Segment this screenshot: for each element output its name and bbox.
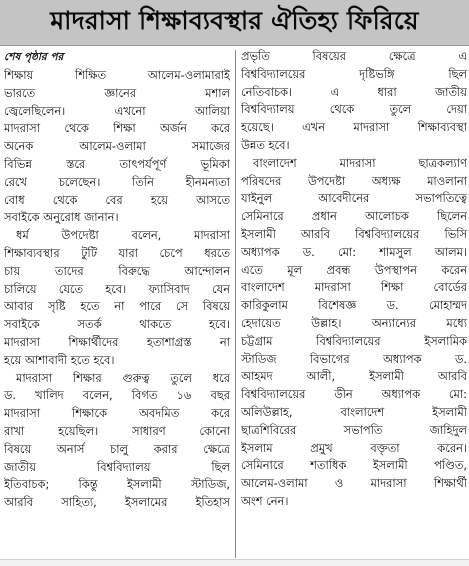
continuation-label: শেষ পৃষ্ঠার পর bbox=[4, 51, 64, 63]
text-line: বাংলাদেশ মাদরাসা ছাত্রকল্যাণ bbox=[253, 155, 467, 170]
text-line: ইতিবাচক; কিন্তু ইসলামী স্টাডিজ, bbox=[4, 477, 230, 492]
article-column-left bbox=[4, 50, 230, 560]
text-line: সেমিনারে শতাধিক ইসলামী পণ্ডিত, bbox=[241, 458, 467, 473]
text-line: আহমদ আলী, ইসলামী আরবি bbox=[241, 369, 467, 384]
text-line: আলেম-ওলামা ও মাদরাসা শিক্ষার্থী bbox=[241, 476, 467, 491]
right-column-text bbox=[241, 48, 467, 511]
text-line: মাদরাসা থেকে শিক্ষা অর্জন করে bbox=[4, 121, 230, 136]
text-line: শিক্ষাব্যবস্থার টুটি যারা চেপে ধরতে bbox=[4, 245, 230, 260]
text-line: বাংলাদেশ মাদরাসা শিক্ষা বোর্ডের bbox=[241, 280, 467, 295]
headline-title: মাদরাসা শিক্ষাব্যবস্থার ঐতিহ্য ফিরিয়ে bbox=[50, 6, 419, 35]
text-line: সবাইকে সতর্ক থাকতে হবে। bbox=[4, 317, 230, 332]
text-line: বিষয়ে অনার্স চালু করার ক্ষেত্রে bbox=[4, 441, 230, 456]
text-line: সেমিনারে প্রধান আলোচক ছিলেন bbox=[241, 209, 467, 224]
text-line: জাতীয় বিশ্ববিদ্যালয় ছিল bbox=[4, 459, 230, 474]
text-line: আবার সৃষ্টি হতে না পারে সে বিষয়ে bbox=[4, 299, 230, 314]
article-column-right bbox=[241, 48, 467, 560]
text-line: মাদরাসা শিক্ষার গুরুত্ব তুলে ধরে bbox=[16, 370, 230, 385]
text-line: সবাইকে অনুরোধ জানান। bbox=[4, 210, 119, 225]
text-line: মাদরাসা শিক্ষাকে অবদমিত করে bbox=[4, 406, 230, 421]
text-line: হয়ে আশাবাদী হতে হবে। bbox=[4, 352, 115, 367]
text-line: এতে মূল প্রবন্ধ উপস্থাপন করেন bbox=[241, 262, 467, 277]
text-line: পরিষদের উপদেষ্টা অধ্যক্ষ মাওলানা bbox=[241, 173, 467, 188]
text-line: প্রভৃতি বিষয়ের ক্ষেত্রে এ bbox=[241, 49, 467, 63]
text-line: স্টাডিজ বিভাগের অধ্যাপক ড. bbox=[241, 351, 467, 366]
text-line: জ্বেলেছিলেন। এখনো আলিয়া bbox=[4, 103, 230, 118]
left-column-text bbox=[4, 67, 230, 512]
text-line: ভারতে জ্ঞানের মশাল bbox=[4, 85, 230, 100]
text-line: বিশ্ববিদ্যালয় থেকে তুলে দেয়া bbox=[241, 102, 467, 117]
text-line: চায় তাদের বিরুদ্ধে আন্দোলন bbox=[4, 263, 230, 278]
text-line: ইসলাম প্রমুখ বক্তৃতা করেন। bbox=[241, 440, 467, 455]
text-line: মাদরাসা শিক্ষার্থীদের হতাশাগ্রস্ত না bbox=[4, 334, 230, 349]
cropped-bottom-edge bbox=[0, 559, 469, 566]
text-line: বিভিন্ন স্তরে তাৎপর্যপূর্ণ ভূমিকা bbox=[4, 156, 230, 171]
text-line: আরবি সাহিত্য, ইসলামের ইতিহাস bbox=[4, 495, 230, 510]
text-line: অনেক আলেম-ওলামা সমাজের bbox=[4, 139, 230, 154]
text-line: যাইনুল আবেদীনের সভাপতিত্বে bbox=[241, 191, 467, 206]
column-divider bbox=[235, 50, 236, 558]
text-line: হেদায়েত উল্লাহ। অন্যান্যের মধ্যে bbox=[241, 315, 467, 330]
text-line: শিক্ষায় শিক্ষিত আলেম-ওলামারাই bbox=[4, 68, 230, 82]
text-line: নেতিবাচক। এ ধারা জাতীয় bbox=[241, 84, 467, 99]
text-line: ধর্ম উপদেষ্টা বলেন, মাদরাসা bbox=[16, 228, 230, 243]
text-line: বিশ্ববিদ্যালয়ের ডীন অধ্যাপক মো: bbox=[241, 387, 467, 402]
text-line: ইসলামী আরবি বিশ্ববিদ্যালয়ের ভিসি bbox=[241, 226, 467, 241]
text-line: অলিউল্লাহ, বাংলাদেশ ইসলামী bbox=[241, 404, 467, 419]
text-line: চালিয়ে যেতে হবে। ফ্যাসিবাদ যেন bbox=[4, 281, 230, 296]
text-line: রেখে চলেছেন। তিনি হীনমন্যতা bbox=[4, 174, 230, 189]
text-line: ছাত্রশিবিরের সভাপতি জাহিদুল bbox=[241, 422, 467, 437]
text-line: অংশ নেন। bbox=[241, 493, 289, 508]
text-line: কারিকুলাম বিশেষজ্ঞ ড. মোহাম্মদ bbox=[241, 298, 467, 313]
text-line: ড. খালিদ বলেন, বিগত ১৬ বছর bbox=[4, 388, 230, 403]
headline-banner bbox=[0, 0, 469, 46]
text-line: বোধ থেকে বের হয়ে আসতে bbox=[4, 192, 230, 207]
text-line: রাখা হয়েছিল। সাধারণ কোনো bbox=[4, 423, 230, 438]
text-line: অধ্যাপক ড. মো: শামসুল আলম। bbox=[241, 244, 467, 259]
text-line: চট্টগ্রাম বিশ্ববিদ্যালয়ের ইসলামিক bbox=[241, 333, 467, 348]
text-line: উন্নত হবে। bbox=[241, 137, 290, 152]
text-line: হয়েছে। এখন মাদরাসা শিক্ষাব্যবস্থা bbox=[241, 120, 467, 135]
text-line: বিশ্ববিদ্যালয়ের দৃষ্টিভঙ্গি ছিল bbox=[241, 66, 467, 81]
